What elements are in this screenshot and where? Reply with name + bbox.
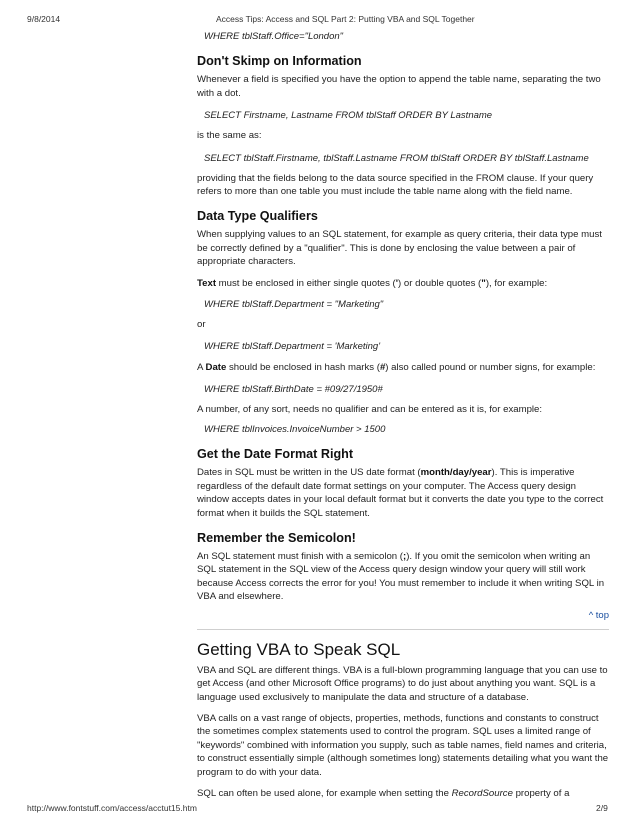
code-example: WHERE tblInvoices.InvoiceNumber > 1500	[204, 424, 386, 436]
paragraph: When supplying values to an SQL statement, for example as query criteria, their data type must be correctly defined by a "qualifier". This is done by enclosing the value between a pair of appropriate characters.	[197, 228, 602, 268]
print-date: 9/8/2014	[27, 14, 61, 24]
code-example: SELECT Firstname, Lastname FROM tblStaff ORDER BY Lastname	[204, 110, 493, 122]
back-to-top-link[interactable]: ^ top	[588, 609, 609, 621]
article-content	[197, 30, 609, 800]
paragraph: Whenever a field is specified you have the option to append the table name, separating the two with a dot.	[197, 74, 601, 99]
section-heading: Data Type Qualifiers	[197, 208, 318, 223]
code-example: WHERE tblStaff.BirthDate = #09/27/1950#	[204, 383, 383, 395]
bold-term: month/day/year	[420, 467, 492, 479]
code-example: SELECT tblStaff.Firstname, tblStaff.Lastname FROM tblStaff ORDER BY tblStaff.Lastname	[204, 152, 589, 164]
paragraph: is the same as:	[197, 130, 262, 142]
code-example: WHERE tblStaff.Department = "Marketing"	[204, 299, 384, 311]
bold-term: ;	[403, 550, 407, 562]
paragraph: An SQL statement must finish with a semicolon (;). If you omit the semicolon when writing an SQL statement in the SQL view of the Access query design window your query will still work because Access corrects the error for you! You must remember to include it when writing SQL in VBA and elsewhere.	[197, 550, 605, 603]
code-example: WHERE tblStaff.Office="London"	[204, 31, 344, 42]
page-number: 2/9	[596, 803, 608, 813]
paragraph: Dates in SQL must be written in the US date format (month/day/year). This is imperative regardless of the default date format settings on your computer. The Access query design window accepts dates in your local default format but it converts the date you type to the correct format when it builds the SQL statement.	[197, 467, 604, 519]
paragraph: Text must be enclosed in either single quotes (') or double quotes ("), for example:	[197, 277, 548, 289]
print-header	[0, 14, 638, 26]
paragraph: A number, of any sort, needs no qualifier and can be entered as it is, for example:	[197, 403, 543, 415]
bold-term: Date	[205, 361, 227, 373]
paragraph: VBA and SQL are different things. VBA is a full-blown programming language that you can use to get Access (and other Microsoft Office programs) to do just about anything you want. SQL is a language used exclusively to manipulate the data and structure of a database.	[197, 664, 608, 704]
section-heading: Don't Skimp on Information	[197, 54, 362, 68]
section-heading: Get the Date Format Right	[197, 447, 354, 462]
section-title: Getting VBA to Speak SQL	[197, 639, 401, 659]
paragraph: A Date should be enclosed in hash marks (#) also called pound or number signs, for example:	[197, 361, 596, 373]
code-example: WHERE tblStaff.Department = 'Marketing'	[204, 340, 381, 352]
paragraph: providing that the fields belong to the data source specified in the FROM clause. If your query refers to more than one table you must include the table name along with the field name.	[197, 172, 594, 198]
paragraph: SQL can often be used alone, for example when setting the RecordSource property of a	[197, 787, 570, 799]
page-url: http://www.fontstuff.com/access/acctut15.htm	[27, 803, 197, 813]
bold-term: Text	[197, 277, 217, 289]
print-page-title: Access Tips: Access and SQL Part 2: Putting VBA and SQL Together	[216, 14, 475, 24]
paragraph: or	[197, 319, 206, 331]
section-heading: Remember the Semicolon!	[197, 530, 356, 545]
paragraph: VBA calls on a vast range of objects, properties, methods, functions and constants to construct the sometimes complex statements used to control the program. SQL uses a limited range of "keywords" combined with information you supply, such as table names, field names and criteria, to construct essentially simple (although sometimes long) statements detailing what you want the program to do with your data.	[197, 712, 609, 779]
italic-term: RecordSource	[451, 787, 513, 799]
section-divider	[197, 629, 609, 630]
